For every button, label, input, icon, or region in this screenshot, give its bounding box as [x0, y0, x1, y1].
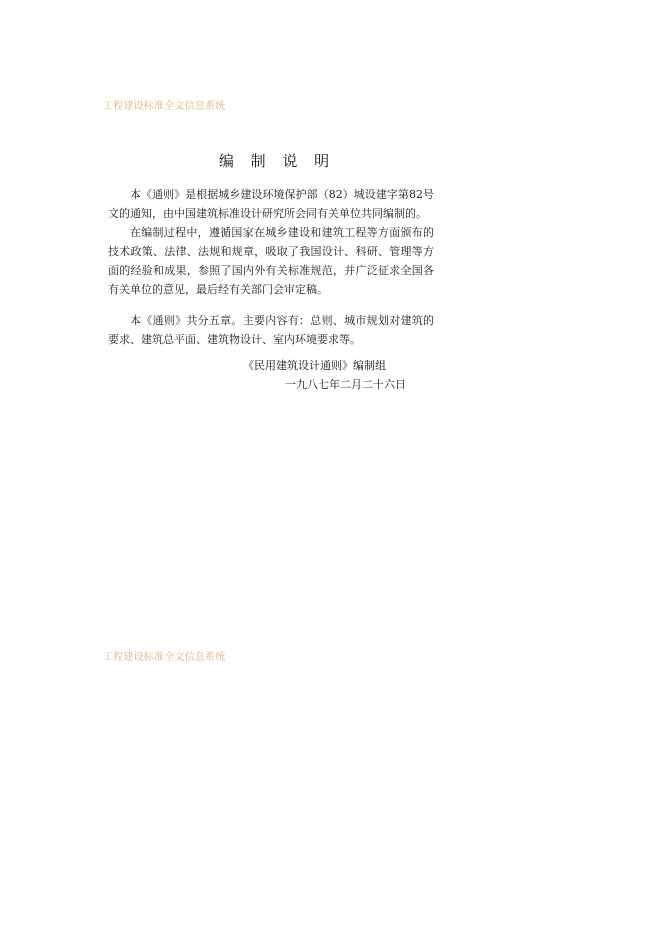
paragraph-process: 在编制过程中，遵循国家在城乡建设和建筑工程等方面颁布的技术政策、法律、法规和规章，吸取了我国设计、科研、管理等方面的经验和成果，参照了国内外有关标准规范，并广泛征求全国各有关单位的意见，最后经有关部门会审定稿。	[108, 226, 434, 296]
signature-date: 一九八七年二月二十六日	[285, 378, 406, 391]
page-title: 编 制 说 明	[218, 152, 336, 170]
paragraph-basis: 本《通则》是根据城乡建设环境保护部（82）城设建字第82号文的通知，由中国建筑标准设计研究所会同有关单位共同编制的。	[108, 188, 434, 220]
watermark-bottom: 工程建设标准全文信息系统	[103, 652, 226, 663]
paragraph-contents: 本《通则》共分五章。主要内容有：总则、城市规划对建筑的要求、建筑总平面、建筑物设计、室内环境要求等。	[108, 314, 434, 346]
document-body	[108, 150, 434, 349]
signature-organization: 《民用建筑设计通则》编制组	[243, 359, 386, 372]
watermark-top: 工程建设标准全文信息系统	[103, 101, 226, 112]
